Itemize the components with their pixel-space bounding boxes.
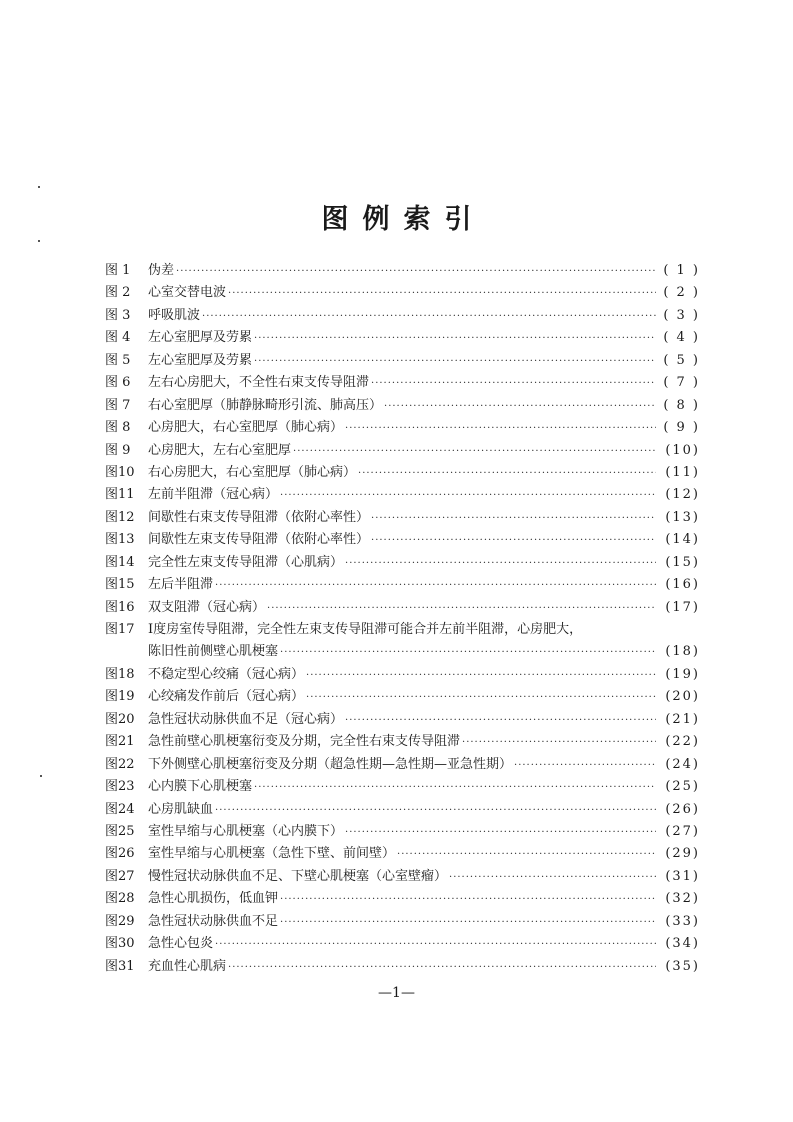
figure-label: 图11 bbox=[105, 487, 135, 503]
page-ref: (32) bbox=[665, 891, 700, 907]
scan-speck bbox=[38, 186, 40, 188]
figure-label: 图10 bbox=[105, 464, 135, 480]
scan-speck bbox=[38, 240, 40, 242]
index-entry bbox=[105, 507, 700, 529]
index-entry bbox=[105, 933, 700, 955]
index-entry bbox=[105, 597, 700, 619]
figure-title: 心房肌缺血 bbox=[148, 801, 214, 817]
dot-leader bbox=[514, 755, 656, 777]
figure-title: 室性早缩与心肌梗塞（急性下壁、前间壁） bbox=[148, 846, 396, 862]
index-entry bbox=[105, 664, 700, 686]
index-entry bbox=[105, 260, 700, 282]
figure-title: 间歇性右束支传导阻滞（依附心率性） bbox=[148, 509, 370, 525]
dot-leader bbox=[280, 485, 656, 507]
figure-title: 右心房肥大，右心室肥厚（肺心病） bbox=[148, 464, 357, 480]
page-ref: ( 9 ) bbox=[663, 420, 700, 436]
figure-title: 间歇性左束支传导阻滞（依附心率性） bbox=[148, 532, 370, 548]
page-ref: (26) bbox=[665, 801, 700, 817]
page-ref: (13) bbox=[665, 509, 700, 525]
dot-leader bbox=[254, 777, 656, 799]
figure-title-continued: 陈旧性前侧壁心肌梗塞 bbox=[148, 644, 279, 660]
page-ref: ( 1 ) bbox=[663, 263, 700, 278]
page-ref: (33) bbox=[665, 913, 700, 929]
index-entry bbox=[105, 731, 700, 753]
page-ref: ( 3 ) bbox=[663, 307, 700, 323]
figure-label: 图24 bbox=[105, 801, 135, 817]
dot-leader bbox=[254, 351, 656, 373]
figure-title: 心室交替电波 bbox=[148, 285, 227, 301]
index-entry bbox=[105, 282, 700, 304]
page-ref: (22) bbox=[665, 734, 700, 750]
index-entry bbox=[105, 843, 700, 865]
index-entry-continuation bbox=[105, 641, 700, 663]
page-ref: (10) bbox=[665, 442, 700, 458]
index-entry bbox=[105, 395, 700, 417]
figure-title: Ⅰ度房室传导阻滞，完全性左束支传导阻滞可能合并左前半阻滞，心房肥大， bbox=[148, 622, 583, 637]
dot-leader bbox=[371, 508, 656, 530]
page-ref: (35) bbox=[665, 958, 700, 974]
figure-label: 图29 bbox=[105, 913, 135, 929]
page-ref: ( 5 ) bbox=[663, 352, 700, 368]
figure-label: 图23 bbox=[105, 779, 135, 795]
figure-title: 心房肥大，左右心室肥厚 bbox=[148, 442, 292, 458]
page-ref: (11) bbox=[665, 464, 700, 480]
figure-title: 充血性心肌病 bbox=[148, 958, 227, 974]
dot-leader bbox=[202, 306, 656, 328]
page-ref: (20) bbox=[665, 689, 700, 705]
figure-title: 不稳定型心绞痛（冠心病） bbox=[148, 666, 305, 682]
figure-title: 下外侧壁心肌梗塞衍变及分期（超急性期—急性期—亚急性期） bbox=[148, 756, 513, 772]
index-entry bbox=[105, 799, 700, 821]
figure-label: 图21 bbox=[105, 734, 135, 750]
figure-label: 图20 bbox=[105, 711, 135, 727]
index-entry bbox=[105, 754, 700, 776]
figure-label: 图 3 bbox=[105, 307, 131, 323]
figure-title: 双支阻滞（冠心病） bbox=[148, 599, 266, 615]
dot-leader bbox=[397, 844, 656, 866]
dot-leader bbox=[176, 261, 656, 283]
dot-leader bbox=[371, 530, 656, 552]
page-ref: ( 7 ) bbox=[663, 375, 700, 391]
figure-title: 心房肥大，右心室肥厚（肺心病） bbox=[148, 420, 344, 436]
index-entry bbox=[105, 327, 700, 349]
figure-label: 图 4 bbox=[105, 330, 131, 346]
dot-leader bbox=[449, 867, 656, 889]
dot-leader bbox=[254, 328, 656, 350]
index-entry bbox=[105, 417, 700, 439]
figure-label: 图 6 bbox=[105, 375, 131, 391]
figure-label: 图19 bbox=[105, 689, 135, 705]
figure-title: 急性前壁心肌梗塞衍变及分期，完全性右束支传导阻滞 bbox=[148, 734, 461, 750]
dot-leader bbox=[462, 732, 656, 754]
dot-leader bbox=[267, 598, 656, 620]
figure-label: 图 7 bbox=[105, 397, 131, 413]
index-entry bbox=[105, 619, 700, 641]
figure-title: 左心室肥厚及劳累 bbox=[148, 352, 253, 368]
index-entry bbox=[105, 305, 700, 327]
figure-label: 图18 bbox=[105, 666, 135, 682]
figure-label: 图30 bbox=[105, 936, 135, 952]
index-entry bbox=[105, 866, 700, 888]
page-ref: (14) bbox=[665, 532, 700, 548]
page-ref: (21) bbox=[665, 711, 700, 727]
dot-leader bbox=[280, 912, 656, 934]
figure-label: 图22 bbox=[105, 756, 135, 772]
page-ref: (24) bbox=[665, 756, 700, 772]
figure-label: 图25 bbox=[105, 823, 135, 839]
page-title: 图例索引 bbox=[321, 204, 486, 235]
page-ref: ( 4 ) bbox=[663, 330, 700, 346]
dot-leader bbox=[358, 463, 656, 485]
page-ref: (15) bbox=[665, 554, 700, 570]
figure-label: 图 9 bbox=[105, 442, 131, 458]
figure-label: 图13 bbox=[105, 532, 135, 548]
figure-title: 左后半阻滞 bbox=[148, 577, 214, 593]
dot-leader bbox=[215, 575, 656, 597]
figure-label: 图31 bbox=[105, 958, 135, 974]
index-entry bbox=[105, 821, 700, 843]
figure-title: 慢性冠状动脉供血不足、下壁心肌梗塞（心室壁瘤） bbox=[148, 868, 448, 884]
index-entry bbox=[105, 574, 700, 596]
page-ref: (16) bbox=[665, 577, 700, 593]
dot-leader bbox=[228, 957, 656, 979]
index-entry bbox=[105, 911, 700, 933]
figure-label: 图16 bbox=[105, 599, 135, 615]
figure-label: 图27 bbox=[105, 868, 135, 884]
dot-leader bbox=[345, 822, 656, 844]
scan-speck bbox=[40, 775, 42, 777]
index-entry bbox=[105, 484, 700, 506]
page-ref: (34) bbox=[665, 936, 700, 952]
figure-title: 完全性左束支传导阻滞（心肌病） bbox=[148, 554, 344, 570]
dot-leader bbox=[306, 665, 656, 687]
dot-leader bbox=[384, 396, 656, 418]
figure-title: 心绞痛发作前后（冠心病） bbox=[148, 689, 305, 705]
figure-title: 左前半阻滞（冠心病） bbox=[148, 487, 279, 503]
figure-label: 图28 bbox=[105, 891, 135, 907]
index-entry bbox=[105, 529, 700, 551]
dot-leader bbox=[280, 642, 656, 664]
figure-label: 图26 bbox=[105, 846, 135, 862]
figure-label: 图 8 bbox=[105, 420, 131, 436]
index-entry bbox=[105, 888, 700, 910]
figure-label: 图15 bbox=[105, 577, 135, 593]
dot-leader bbox=[293, 441, 656, 463]
figure-title: 急性心肌损伤，低血钾 bbox=[148, 891, 279, 907]
page-ref: (29) bbox=[665, 846, 700, 862]
page-number: —1— bbox=[378, 985, 415, 1001]
page-ref: ( 2 ) bbox=[663, 285, 700, 301]
index-entry bbox=[105, 440, 700, 462]
figure-title: 急性冠状动脉供血不足 bbox=[148, 913, 279, 929]
index-entry bbox=[105, 686, 700, 708]
page-ref: (27) bbox=[665, 823, 700, 839]
dot-leader bbox=[228, 283, 656, 305]
index-entry bbox=[105, 709, 700, 731]
figure-title: 呼吸肌波 bbox=[148, 307, 201, 323]
page-ref: (12) bbox=[665, 487, 700, 503]
figure-index-list bbox=[105, 260, 700, 978]
page-ref: (25) bbox=[665, 779, 700, 795]
page-ref: (31) bbox=[665, 868, 700, 884]
dot-leader bbox=[371, 373, 656, 395]
dot-leader bbox=[280, 889, 656, 911]
dot-leader bbox=[345, 553, 656, 575]
index-entry bbox=[105, 956, 700, 978]
figure-title: 急性冠状动脉供血不足（冠心病） bbox=[148, 711, 344, 727]
dot-leader bbox=[306, 687, 656, 709]
figure-label: 图12 bbox=[105, 509, 135, 525]
figure-label: 图14 bbox=[105, 554, 135, 570]
figure-title: 急性心包炎 bbox=[148, 936, 214, 952]
dot-leader bbox=[345, 710, 656, 732]
index-entry bbox=[105, 776, 700, 798]
figure-title: 左右心房肥大，不全性右束支传导阻滞 bbox=[148, 375, 370, 391]
figure-title: 左心室肥厚及劳累 bbox=[148, 330, 253, 346]
figure-title: 伪差 bbox=[148, 263, 175, 278]
figure-title: 室性早缩与心肌梗塞（心内膜下） bbox=[148, 823, 344, 839]
figure-label: 图17 bbox=[105, 622, 135, 637]
index-entry bbox=[105, 372, 700, 394]
page-ref: (18) bbox=[665, 644, 700, 660]
page-ref: ( 8 ) bbox=[663, 397, 700, 413]
figure-title: 右心室肥厚（肺静脉畸形引流、肺高压） bbox=[148, 397, 383, 413]
figure-label: 图 2 bbox=[105, 285, 131, 301]
page-ref: (17) bbox=[665, 599, 700, 615]
index-entry bbox=[105, 462, 700, 484]
figure-title: 心内膜下心肌梗塞 bbox=[148, 779, 253, 795]
figure-label: 图 1 bbox=[105, 263, 131, 278]
index-entry bbox=[105, 552, 700, 574]
dot-leader bbox=[215, 800, 656, 822]
page-ref: (19) bbox=[665, 666, 700, 682]
figure-label: 图 5 bbox=[105, 352, 131, 368]
dot-leader bbox=[215, 934, 656, 956]
index-entry bbox=[105, 350, 700, 372]
dot-leader bbox=[345, 418, 656, 440]
